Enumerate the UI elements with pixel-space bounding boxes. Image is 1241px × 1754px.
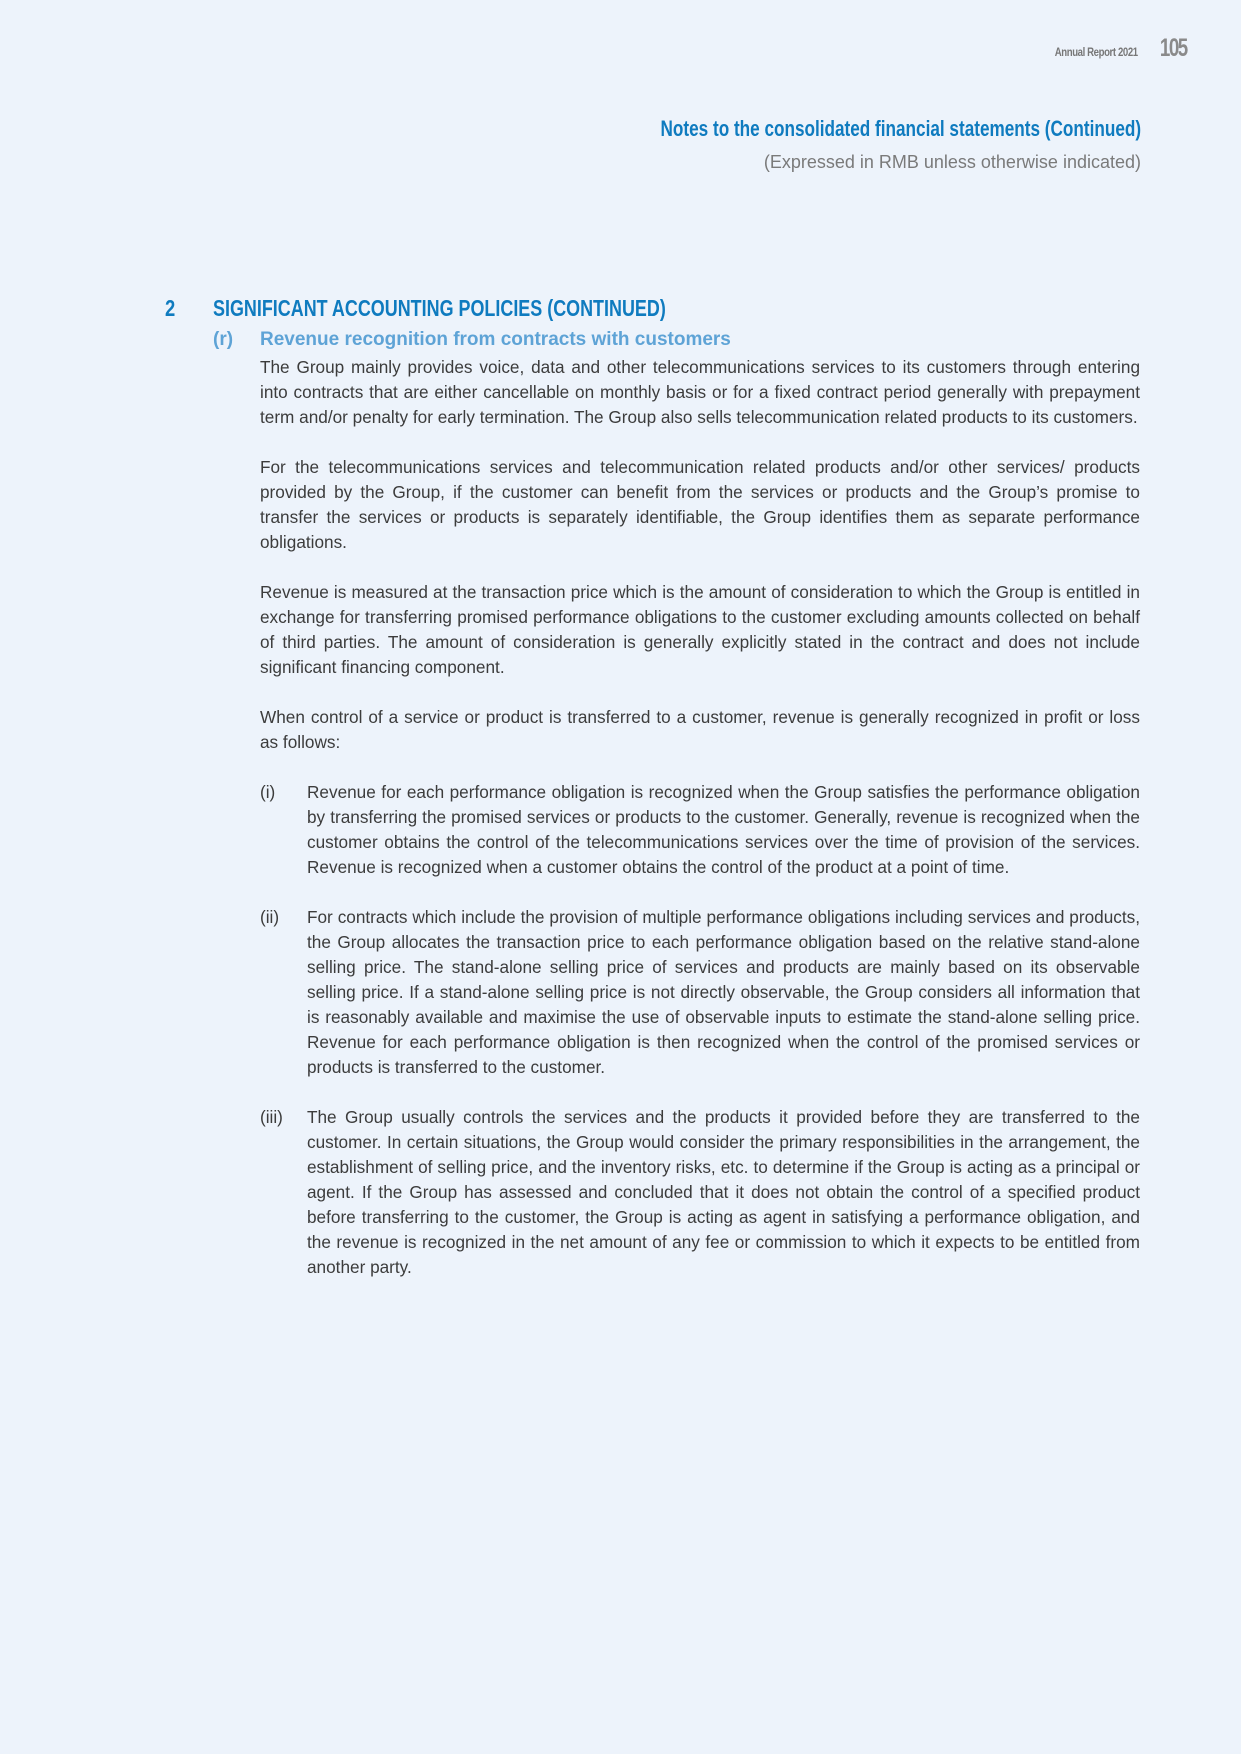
page-header	[1034, 34, 1187, 63]
subsection-title: Revenue recognition from contracts with customers	[260, 329, 731, 350]
notes-title: Notes to the consolidated financial statements (Continued)	[660, 116, 1141, 141]
paragraph: When control of a service or product is transferred to a customer, revenue is generally recognized in profit or loss as follows:	[260, 707, 1140, 752]
currency-note: (Expressed in RMB unless otherwise indicated)	[763, 152, 1141, 172]
paragraph: For the telecommunications services and telecommunication related products and/or other services/ products provided by the Group, if the customer can benefit from the services or products and the Group’s promise to transfer the services or products is separately identifiable, the Group identifies them as separate performance obligations.	[260, 457, 1140, 552]
list-item	[260, 905, 1140, 1080]
list-item-label: (i)	[260, 782, 276, 802]
list-item-text: For contracts which include the provision of multiple performance obligations including services and products, the Group allocates the transaction price to each performance obligation based on the relative stand-alone selling price. The stand-alone selling price of services and products are mainly based on its observable selling price. If a stand-alone selling price is not directly observable, the Group considers all information that is reasonably available and maximise the use of observable inputs to estimate the stand-alone selling price. Revenue for each performance obligation is then recognized when the control of the promised services or products is transferred to the customer.	[307, 907, 1140, 1077]
list-item-text: Revenue for each performance obligation is recognized when the Group satisfies the performance obligation by transferring the promised services or products to the customer. Generally, revenue is recognized when the customer obtains the control of the telecommunications services over the time of provision of the services. Revenue is recognized when a customer obtains the control of the product at a point of time.	[307, 782, 1140, 877]
subsection-label: (r)	[213, 329, 234, 350]
report-name: Annual Report 2021	[1054, 45, 1138, 59]
section-title: SIGNIFICANT ACCOUNTING POLICIES (CONTINUED)	[213, 295, 666, 321]
list-item-label: (ii)	[260, 907, 280, 927]
paragraph: Revenue is measured at the transaction price which is the amount of consideration to which the Group is entitled in exchange for transferring promised performance obligations to the customer excluding amounts collected on behalf of third parties. The amount of consideration is generally explicitly stated in the contract and does not include significant financing component.	[260, 582, 1140, 677]
page-number: 105	[1160, 34, 1187, 62]
body-text	[260, 355, 1140, 1305]
list-item-label: (iii)	[260, 1107, 283, 1127]
list-item-text: The Group usually controls the services and the products it provided before they are transferred to the customer. In certain situations, the Group would consider the primary responsibilities in the arrangement, the establishment of selling price, and the inventory risks, etc. to determine if the Group is acting as a principal or agent. If the Group has assessed and concluded that it does not obtain the control of a specified product before transferring to the customer, the Group is acting as agent in satisfying a performance obligation, and the revenue is recognized in the net amount of any fee or commission to which it expects to be entitled from another party.	[307, 1107, 1140, 1277]
paragraph: The Group mainly provides voice, data and other telecommunications services to its customers through entering into contracts that are either cancellable on monthly basis or for a fixed contract period generally with prepayment term and/or penalty for early termination. The Group also sells telecommunication related products to its customers.	[260, 357, 1140, 427]
list-item	[260, 780, 1140, 880]
section-number: 2	[165, 295, 176, 321]
list-item	[260, 1105, 1140, 1280]
